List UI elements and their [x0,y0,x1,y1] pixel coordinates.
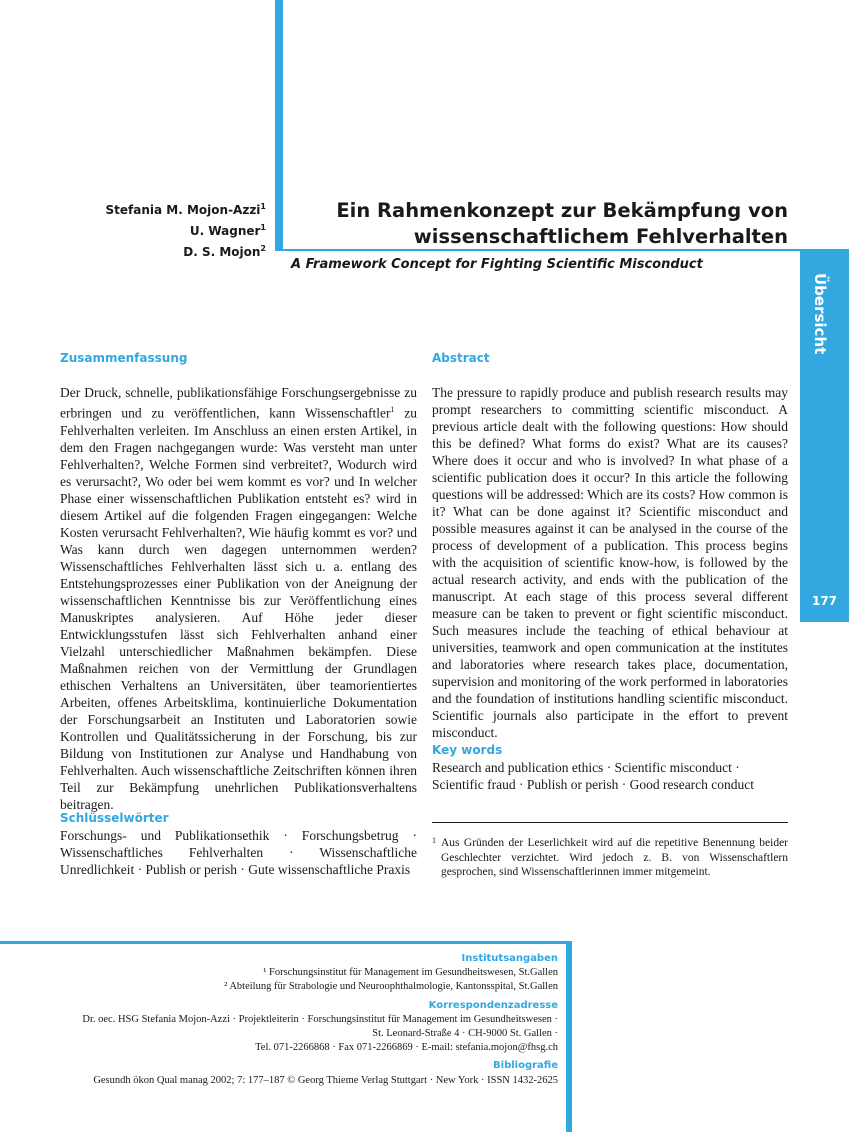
korrespondenz-heading: Korrespondenzadresse [428,999,558,1011]
footnote-number: 1 [432,836,436,845]
bibliografie-heading: Bibliografie [493,1060,558,1072]
article-subtitle: A Framework Concept for Fighting Scientific Misconduct [291,257,703,272]
korrespondenz-line: St. Leonard-Straße 4 · CH-9000 St. Gallen · [372,1028,558,1040]
schluesselwoerter-section [60,810,417,878]
schluesselwoerter-text: Forschungs- und Publikationsethik · Forschungsbetrug · Wissenschaftliches Fehlverhalten · Wissenschaftliche Unredlichkeit · Publish or perish · Gute wissenschaftliche Praxis [60,828,417,877]
schluesselwoerter-heading: Schlüsselwörter [60,811,169,825]
page-number: 177 [811,594,838,608]
info-rule-vertical [566,941,572,1132]
author: Stefania M. Mojon-Azzi$^1$ [105,202,266,217]
article-title [300,198,788,250]
section-side-tab [800,251,849,622]
footnote [432,836,788,880]
footnote-marker: 1 [390,405,395,414]
bibliografie-line: Gesundh ökon Qual manag 2002; 7: 177–187 © Georg Thieme Verlag Stuttgart · New York · ISSN 1432-2625 [93,1074,558,1086]
author: D. S. Mojon$^2$ [183,244,266,259]
zusammenfassung-section [60,350,417,813]
footnote-text: Aus Gründen der Leserlichkeit wird auf die repetitive Benennung beider Geschlechter verzichtet. Wird jedoch z. B. von Wissenschaftlern gesprochen, sind Wissenschaftlerinnen immer mitgemeint. [441,837,788,878]
abstract-heading: Abstract [432,351,490,365]
author: U. Wagner$^1$ [189,223,266,238]
institut-line: ² Abteilung für Strabologie und Neuroophthalmologie, Kantonsspital, St.Gallen [224,981,558,993]
abstract-section [432,350,788,741]
abstract-text: The pressure to rapidly produce and publish research results may prompt researchers to committing scientific misconduct. A previous article dealt with the following questions: How should this be defined? What forms do exist? What are its causes? Where does it occur and who is involved? In what phase of a scientific publication does it occur? In this article the following questions will be addressed: Which are its costs? How common is it? What can be done against it? Scientific misconduct and possible measures against it can be analysed in the course of the process of development of a publication. This process begins with the acquisition of scientific know-how, is followed by the actual research activity, and ends with the publication of the manuscript. At each stage of this process several different measure can be taken to prevent or fight scientific misconduct. Such measures include the teaching of ethical behaviour at universities, teamwork and open communication at the institutes and laboratories where research takes place, documentation, supervision and monitoring of the work performed in laboratories and the foundation of institutions handling scientific misconduct. Scientific journals also participate in the effort to prevent misconduct. [432,385,788,740]
keywords-heading: Key words [432,743,503,757]
top-vertical-rule [275,0,283,251]
keywords-text: Research and publication ethics · Scientific misconduct · Scientific fraud · Publish or perish · Good research conduct [432,760,755,792]
korrespondenz-line: Dr. oec. HSG Stefania Mojon-Azzi · Projektleiterin · Forschungsinstitut für Management im Gesundheitswesen · [82,1013,558,1025]
article-info-block [10,952,558,1088]
keywords-section [432,742,788,793]
title-line: wissenschaftlichem Fehlverhalten [413,225,788,248]
author-list [106,198,266,261]
institut-line: ¹ Forschungsinstitut für Management im Gesundheitswesen, St.Gallen [263,967,558,979]
title-line: Ein Rahmenkonzept zur Bekämpfung von [336,199,788,222]
section-label: Übersicht [811,273,829,355]
korrespondenz-line: Tel. 071-2266868 · Fax 071-2266869 · E-mail: stefania.mojon@fhsg.ch [255,1042,558,1054]
info-rule-horizontal [0,941,572,944]
zusammenfassung-heading: Zusammenfassung [60,351,188,365]
institut-heading: Institutsangaben [461,953,558,964]
zusammenfassung-text: Der Druck, schnelle, publikationsfähige Forschungsergebnisse zu erbringen und zu veröffentlichen, kann Wissenschaftler$^1$ zu Fehlverhalten verleiten. Im Anschluss an einen ersten Artikel, in dem den Fragen nachgegangen wurde: Was versteht man unter Fehlverhalten?, Welche Formen sind verbreitet?, Wodurch wird es verursacht?, Wo oder bei wem kommt es vor? und In welcher Phase einer wissenschaftlichen Publikation entsteht es? wird in diesem Artikel auf die folgenden Fragen eingegangen: Welche Kosten verursacht Fehlverhalten?, Wie häufig kommt es vor? und Was kann durch wen dagegen unternommen werden? Wissenschaftliches Fehlverhalten lässt sich u. a. entlang des Entstehungsprozesses einer Publikation von der Aneignung der wissenschaftlichen Kenntnisse bis zur Veröffentlichung eines Manuskriptes analysieren. Auf Höhe jeder dieser Entwicklungsstufen lässt sich Fehlverhalten anhand einer Vielzahl unterschiedlicher Maßnahmen bekämpfen. Diese Maßnahmen reichen von der Vermittlung der Grundlagen ethischen Verhaltens an Universitäten, über teamorientiertes Arbeiten, offenes Arbeitsklima, kontinuierliche Dokumentation der Forschungsarbeit an Instituten und Laboratorien sowie Kontrollen und Qualitätssicherung in der Forschung, bis zur Bildung von Institutionen zur Analyse und Handhabung von Fehlverhalten. Auch wissenschaftliche Zeitschriften können ihren Teil zur Bekämpfung unehrlichen Publikationsverhaltens beitragen. [60,385,417,812]
footnote-rule [432,822,788,823]
